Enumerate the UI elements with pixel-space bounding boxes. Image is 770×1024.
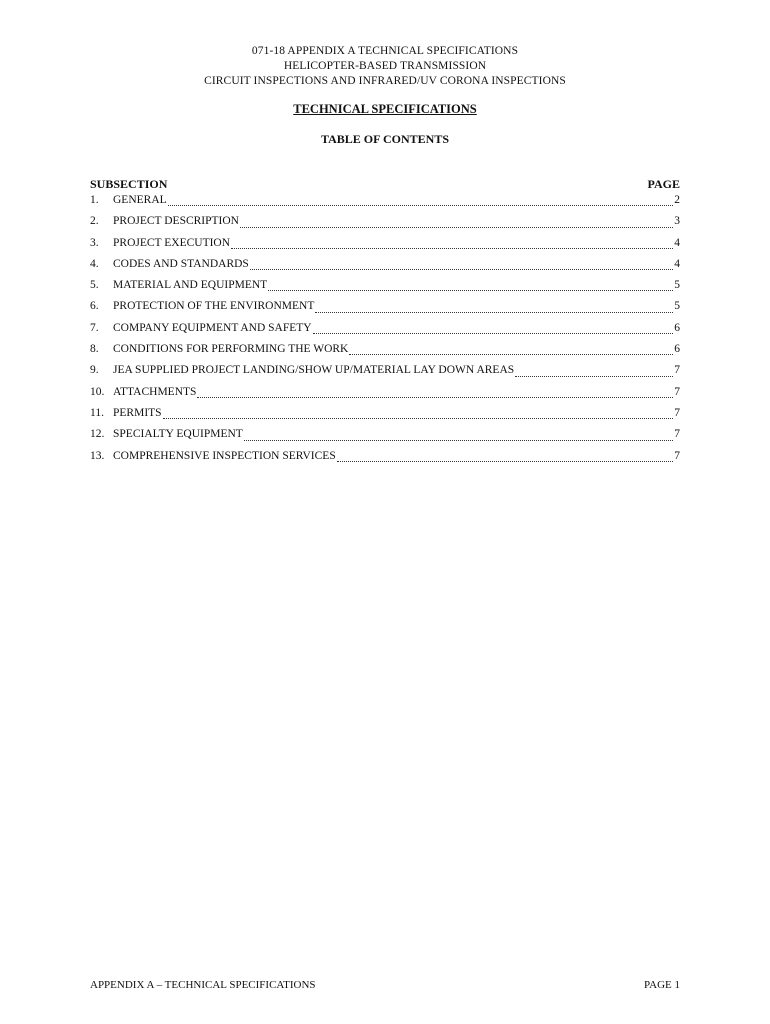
toc-dot-leader xyxy=(197,396,673,398)
toc-dot-leader xyxy=(168,204,674,206)
toc-entry-label: PERMITS xyxy=(113,406,162,419)
toc-entry-number: 4. xyxy=(90,257,99,270)
toc-entry-page: 6 xyxy=(674,343,680,356)
toc-entry-number: 10. xyxy=(90,385,105,398)
toc-entry[interactable] xyxy=(90,258,680,279)
toc-dot-leader xyxy=(231,247,673,249)
document-header xyxy=(0,44,770,89)
toc-entry-label: CODES AND STANDARDS xyxy=(113,257,249,270)
toc-entry-page: 7 xyxy=(674,449,680,462)
toc-list xyxy=(90,194,680,471)
toc-entry-number: 2. xyxy=(90,215,99,228)
header-line-3: CIRCUIT INSPECTIONS AND INFRARED/UV CORONA INSPECTIONS xyxy=(204,75,566,87)
toc-entry[interactable] xyxy=(90,428,680,449)
toc-entry[interactable] xyxy=(90,322,680,343)
toc-entry-number: 7. xyxy=(90,321,99,334)
header-line-2: HELICOPTER-BASED TRANSMISSION xyxy=(283,60,487,72)
toc-entry-page: 5 xyxy=(674,279,680,292)
subsection-column-header: SUBSECTION xyxy=(90,177,168,191)
toc-dot-leader xyxy=(349,353,673,355)
toc-dot-leader xyxy=(315,311,673,313)
footer-left-text: APPENDIX A – TECHNICAL SPECIFICATIONS xyxy=(90,979,316,991)
toc-entry[interactable] xyxy=(90,364,680,385)
header-line-1: 071-18 APPENDIX A TECHNICAL SPECIFICATIONS xyxy=(251,45,519,57)
toc-entry-page: 4 xyxy=(674,236,680,249)
toc-entry-number: 11. xyxy=(90,406,104,419)
toc-entry-page: 7 xyxy=(674,385,680,398)
toc-entry-page: 5 xyxy=(674,300,680,313)
toc-entry-number: 6. xyxy=(90,300,99,313)
toc-entry[interactable] xyxy=(90,237,680,258)
toc-entry-number: 12. xyxy=(90,428,105,441)
toc-entry[interactable] xyxy=(90,279,680,300)
toc-entry-page: 7 xyxy=(674,364,680,377)
toc-entry-label: PROJECT DESCRIPTION xyxy=(113,215,239,228)
toc-dot-leader xyxy=(250,268,673,270)
toc-entry[interactable] xyxy=(90,194,680,215)
toc-entry-page: 7 xyxy=(674,428,680,441)
toc-entry-label: CONDITIONS FOR PERFORMING THE WORK xyxy=(113,343,349,356)
toc-entry-label: ATTACHMENTS xyxy=(113,385,197,398)
toc-entry-number: 5. xyxy=(90,279,99,292)
toc-entry-number: 9. xyxy=(90,364,99,377)
toc-entry[interactable] xyxy=(90,300,680,321)
page-column-header: PAGE xyxy=(647,177,680,191)
page-footer xyxy=(90,979,680,995)
toc-entry-label: JEA SUPPLIED PROJECT LANDING/SHOW UP/MATERIAL LAY DOWN AREAS xyxy=(113,364,515,377)
toc-entry-label: PROTECTION OF THE ENVIRONMENT xyxy=(113,300,315,313)
toc-entry-page: 4 xyxy=(674,257,680,270)
toc-entry-page: 2 xyxy=(674,194,680,206)
toc-entry-number: 1. xyxy=(90,194,99,206)
toc-entry[interactable] xyxy=(90,450,680,471)
toc-dot-leader xyxy=(515,375,673,377)
toc-entry-number: 8. xyxy=(90,343,99,356)
toc-entry-label: SPECIALTY EQUIPMENT xyxy=(113,428,243,441)
toc-dot-leader xyxy=(337,460,674,462)
footer-page-number: PAGE 1 xyxy=(644,979,680,991)
toc-entry[interactable] xyxy=(90,215,680,236)
toc-dot-leader xyxy=(244,439,673,441)
toc-entry-label: PROJECT EXECUTION xyxy=(113,236,231,249)
toc-entry-page: 7 xyxy=(674,406,680,419)
toc-dot-leader xyxy=(313,332,674,334)
toc-entry-label: GENERAL xyxy=(113,194,167,206)
toc-entry[interactable] xyxy=(90,386,680,407)
toc-entry-label: COMPANY EQUIPMENT AND SAFETY xyxy=(113,321,312,334)
toc-dot-leader xyxy=(240,226,673,228)
toc-entry-page: 3 xyxy=(674,215,680,228)
toc-entry-number: 13. xyxy=(90,449,105,462)
toc-entry-number: 3. xyxy=(90,236,99,249)
toc-entry[interactable] xyxy=(90,407,680,428)
toc-entry-label: COMPREHENSIVE INSPECTION SERVICES xyxy=(113,449,336,462)
toc-dot-leader xyxy=(163,417,674,419)
toc-heading: TABLE OF CONTENTS xyxy=(320,132,450,146)
toc-entry-page: 6 xyxy=(674,321,680,334)
toc-dot-leader xyxy=(268,289,673,291)
toc-column-headers xyxy=(90,177,680,193)
document-title: TECHNICAL SPECIFICATIONS xyxy=(293,102,477,116)
toc-entry-label: MATERIAL AND EQUIPMENT xyxy=(113,279,268,292)
toc-entry[interactable] xyxy=(90,343,680,364)
